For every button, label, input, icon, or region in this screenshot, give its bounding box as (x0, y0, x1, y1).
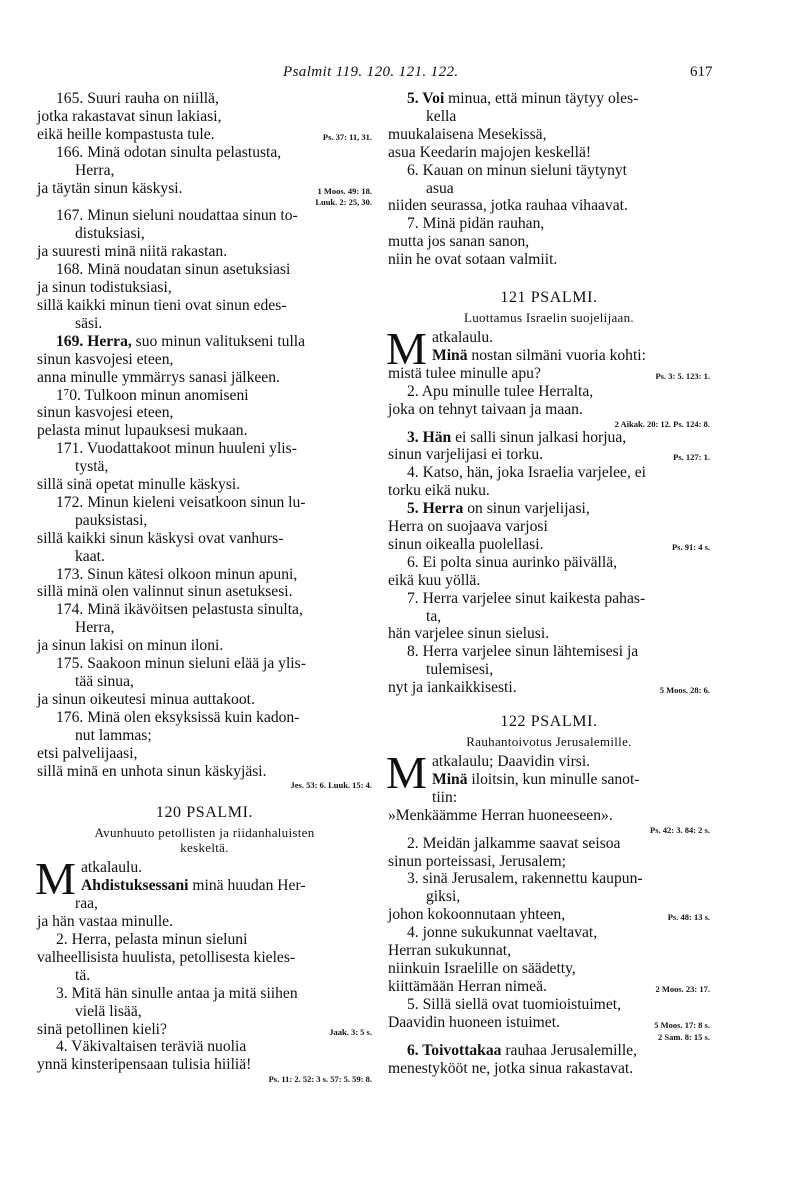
psalm-subtitle-line: Avunhuuto petollisten ja riidanhaluisten (94, 825, 315, 841)
verse-line (388, 482, 710, 500)
verse-bold-word: 3. Hän (407, 428, 452, 446)
verse-text: 2. Apu minulle tulee Herralta, (407, 382, 594, 400)
cross-reference: 1 Moos. 49: 18. (317, 185, 372, 196)
verse-text: Herra, (75, 619, 115, 637)
verse-text: 168. Minä noudatan sinun asetuksiasi (56, 261, 291, 279)
cross-reference: Ps. 42: 3. 84: 2 s. (650, 824, 710, 835)
verse-text: 6. Kauan on minun sieluni täytynyt (407, 161, 628, 179)
verse-text: Herran sukukunnat, (388, 942, 511, 960)
verse-line (37, 333, 372, 351)
dropcap-block (386, 747, 710, 807)
verse-text: distuksiasi, (75, 225, 145, 243)
verse-text: asua Keedarin majojen keskellä! (388, 143, 592, 161)
verse-line (388, 661, 710, 679)
verse-line (37, 144, 372, 162)
verse-text: sillä minä olen valinnut sinun asetuksesi. (37, 583, 293, 601)
verse-line (37, 548, 372, 566)
cross-reference: Ps. 3: 5. 123: 1. (655, 370, 710, 381)
verse-line (388, 446, 710, 464)
verse-line (388, 625, 710, 643)
verse-text: ynnä kinsteripensaan tulisia hiiliä! (37, 1056, 252, 1074)
verse-line (37, 494, 372, 512)
verse-line (37, 1056, 372, 1074)
verse-text: 166. Minä odotan sinulta pelastusta, (56, 143, 282, 161)
verse-line (388, 1060, 710, 1078)
verse-line (388, 518, 710, 536)
verse-text: mistä tulee minulle apu? (388, 364, 541, 382)
psalm-heading: 120 PSALMI. (155, 804, 254, 822)
cross-reference: Ps. 11: 2. 52: 3 s. 57: 5. 59: 8. (268, 1074, 372, 1085)
verse-line (432, 771, 710, 789)
verse-text: Herra, (75, 161, 115, 179)
verse-line (37, 243, 372, 261)
verse-line (388, 108, 710, 126)
verse-text: Herra on suojaava varjosi (388, 518, 548, 536)
verse-text: kiittämään Herran nimeä. (388, 977, 547, 995)
verse-text: atkalaulu. (432, 328, 494, 346)
cross-reference: Ps. 91: 4 s. (671, 541, 710, 552)
verse-line (388, 608, 710, 626)
verse-text: sinä petollinen kieli? (37, 1020, 167, 1038)
verse-text: tää sinua, (75, 673, 134, 690)
psalm-122 (388, 713, 710, 1077)
verse-text: sinun varjelijasi ei torku. (388, 446, 544, 464)
verse-text: kaat. (75, 547, 105, 565)
verse-line (388, 365, 710, 383)
verse-text: 171. Vuodattakoot minun huuleni ylis- (56, 440, 297, 458)
verse-line (37, 745, 372, 763)
verse-line (388, 888, 710, 906)
verse-text: sinun kasvojesi eteen, (37, 404, 174, 422)
verse-line (37, 583, 372, 601)
verse-text: ja sinun lakisi on minun iloni. (37, 637, 224, 655)
verse-text: 1⁷0. Tulkoon minun anomiseni (56, 386, 249, 404)
dropcap-letter: M (386, 747, 427, 798)
verse-bold-word: 169. Herra, (56, 332, 132, 350)
psalm-119-end (37, 90, 372, 790)
verse-text: asua (426, 179, 454, 197)
verse-line (37, 261, 372, 279)
verse-text: hän varjelee sinun sielusi. (388, 625, 550, 643)
verse-line (37, 1003, 372, 1021)
verse-bold-word: Ahdistuksessani (81, 877, 189, 895)
verse-line (388, 643, 710, 661)
verse-line (37, 108, 372, 126)
verse-text: sillä sinä opetat minulle käskysi. (37, 476, 241, 494)
verse-line (388, 1042, 710, 1060)
verse-text: ei salli sinun jalkasi horjua, (451, 428, 627, 446)
verse-text: ja suuresti minä niitä rakastan. (37, 243, 228, 261)
psalm-subtitle: Luottamus Israelin suojelijaan. (464, 309, 634, 325)
cross-reference: Ps. 48: 13 s. (667, 912, 710, 923)
psalm-subtitle: Rauhantoivotus Jerusalemille. (466, 734, 632, 749)
verse-text: suo minun valitukseni tulla (131, 332, 306, 350)
verse-text: 2. Meidän jalkamme saavat seisoa (407, 834, 621, 852)
verse-text: torku eikä nuku. (388, 482, 490, 500)
verse-text: muukalaisena Mesekissä, (388, 125, 547, 143)
verse-text: sinun oikealla puolellasi. (388, 535, 544, 553)
verse-text: sinun porteissasi, Jerusalem; (388, 852, 567, 870)
cross-reference: Luuk. 2: 25, 30. (315, 197, 372, 208)
verse-text: sinun kasvojesi eteen, (37, 350, 174, 368)
cross-reference: Ps. 127: 1. (673, 452, 710, 463)
verse-line (37, 476, 372, 494)
verse-line (37, 1038, 372, 1056)
verse-line (37, 1021, 372, 1039)
verse-text: valheellisista huulista, petollisesta kieles- (37, 948, 296, 966)
verse-line (388, 554, 710, 572)
verse-text: eikä kuu yöllä. (388, 571, 481, 589)
verse-text: 167. Minun sieluni noudattaa sinun to- (56, 207, 298, 225)
verse-bold-word: Minä (432, 770, 468, 788)
verse-text: kella (426, 107, 457, 125)
verse-text: on sinun varjelijasi, (463, 500, 590, 518)
cross-reference: 5 Moos. 28: 6. (659, 685, 710, 696)
verse-text: raa, (75, 895, 98, 913)
verse-line (388, 536, 710, 554)
verse-line (388, 464, 710, 482)
verse-line (37, 126, 372, 144)
verse-line (388, 942, 710, 960)
verse-line (388, 500, 710, 518)
page-number: 617 (690, 64, 713, 80)
psalm-121 (388, 289, 710, 697)
verse-bold-word: Minä (432, 346, 468, 364)
psalm-121-verses (388, 365, 710, 697)
verse-text: minua, että minun täytyy oles- (444, 90, 639, 107)
verse-text: 4. Katso, hän, joka Israelia varjelee, ei (407, 464, 647, 482)
verse-line (432, 329, 710, 347)
verse-text: 6. Ei polta sinua aurinko päivällä, (407, 553, 618, 571)
verse-line (37, 512, 372, 530)
verse-text: sillä minä en unhota sinun käskyjäsi. (37, 762, 267, 780)
verse-text: »Menkäämme Herran huoneeseen». (388, 806, 613, 824)
verse-line (37, 90, 372, 108)
verse-text: pauksistasi, (75, 511, 148, 529)
verse-line (388, 233, 710, 251)
verse-line (388, 251, 710, 269)
verse-line (388, 162, 710, 180)
verse-line (388, 906, 710, 924)
verse-text: niin he ovat sotaan valmiit. (388, 251, 558, 269)
verse-text: 174. Minä ikävöitsen pelastusta sinulta, (56, 601, 303, 619)
verse-text: 7. Minä pidän rauhan, (407, 215, 545, 233)
psalm-heading: 121 PSALMI. (500, 289, 598, 307)
verse-text: jotka rakastavat sinun lakiasi, (37, 107, 222, 125)
verse-line (388, 1014, 710, 1032)
verse-line (388, 90, 710, 108)
verse-text: 7. Herra varjelee sinut kaikesta pahas- (407, 589, 646, 607)
verse-line (388, 870, 710, 888)
verse-line (37, 895, 372, 913)
psalm-subtitle-line: keskeltä. (180, 840, 229, 856)
verse-line (37, 387, 372, 405)
verse-text: ja hän vastaa minulle. (37, 913, 173, 931)
verse-line (37, 440, 372, 458)
running-title: Psalmit 119. 120. 121. 122. (283, 64, 459, 80)
verse-text: 172. Minun kieleni veisatkoon sinun lu- (56, 493, 306, 511)
verse-line (37, 458, 372, 476)
verse-text: nostan silmäni vuoria kohti: (467, 346, 646, 364)
verse-line (37, 180, 372, 198)
verse-text: mutta jos sanan sanon, (388, 233, 530, 251)
verse-line (388, 996, 710, 1014)
verse-line (388, 197, 710, 215)
verse-text: Daavidin huoneen istuimet. (388, 1013, 560, 1031)
psalm-120-verses (37, 895, 372, 1084)
verse-line (37, 530, 372, 548)
verse-line (388, 924, 710, 942)
verse-line (432, 789, 710, 807)
verse-line (37, 207, 372, 225)
verse-text: tystä, (75, 458, 109, 476)
verse-line (37, 315, 372, 333)
verse-line (432, 347, 710, 365)
cross-reference: 2 Sam. 8: 15 s. (658, 1031, 710, 1042)
verse-text: ja sinun todistuksiasi, (37, 279, 172, 297)
verse-text: niiden seurassa, jotka rauhaa vihaavat. (388, 197, 628, 215)
verse-text: vielä lisää, (75, 1002, 142, 1020)
verse-text: joka on tehnyt taivaan ja maan. (388, 400, 583, 418)
cross-reference: 5 Moos. 17: 8 s. (654, 1019, 710, 1030)
verse-text: 173. Sinun kätesi olkoon minun apuni, (56, 565, 298, 583)
verse-text: säsi. (75, 314, 103, 332)
verse-text: sillä kaikki sinun käskysi ovat vanhurs- (37, 529, 284, 547)
verse-line (388, 679, 710, 697)
cross-reference: 2 Moos. 23: 17. (655, 983, 710, 994)
verse-line (37, 913, 372, 931)
verse-line (388, 401, 710, 419)
psalm-120-continued (388, 90, 710, 269)
verse-line (81, 859, 372, 877)
verse-text: 5. Sillä siellä ovat tuomioistuimet, (407, 995, 621, 1013)
verse-bold-word: 5. Voi (407, 90, 445, 107)
verse-text: ta, (426, 607, 442, 625)
verse-line (388, 126, 710, 144)
verse-text: tulemisesi, (426, 661, 494, 679)
verse-line (388, 835, 710, 853)
verse-line (81, 877, 372, 895)
verse-text: johon kokoonnutaan yhteen, (388, 906, 566, 924)
verse-line (37, 967, 372, 985)
verse-text: nut lammas; (75, 726, 152, 744)
verse-text: pelasta minut lupauksesi mukaan. (37, 422, 248, 440)
verse-line (388, 383, 710, 401)
verse-text: etsi palvelijaasi, (37, 744, 138, 762)
verse-line (37, 727, 372, 745)
verse-line (388, 215, 710, 233)
verse-line (388, 590, 710, 608)
verse-line (37, 673, 372, 691)
verse-line (37, 763, 372, 781)
verse-text: ja täytän sinun käskysi. (37, 179, 183, 197)
verse-text: 3. Mitä hän sinulle antaa ja mitä siihen (56, 984, 298, 1002)
verse-text: iloitsin, kun minulle sanot- (467, 770, 640, 788)
verse-line (37, 297, 372, 315)
cross-reference: 2 Aikak. 20: 12. Ps. 124: 8. (614, 418, 710, 429)
verse-text: 4. Väkivaltaisen teräviä nuolia (56, 1038, 247, 1056)
verse-line (37, 162, 372, 180)
verse-line (388, 807, 710, 825)
verse-line (388, 180, 710, 198)
verse-text: atkalaulu; Daavidin virsi. (432, 753, 591, 770)
verse-text: anna minulle ymmärrys sanasi jälkeen. (37, 368, 280, 386)
verse-text: atkalaulu. (81, 859, 143, 877)
verse-bold-word: 6. Toivottakaa (407, 1041, 502, 1059)
verse-line (37, 351, 372, 369)
verse-text: sillä kaikki minun tieni ovat sinun edes- (37, 296, 287, 314)
verse-line (388, 853, 710, 871)
verse-text: giksi, (426, 888, 461, 906)
verse-text: niinkuin Israelille on säädetty, (388, 959, 576, 977)
verse-line (37, 225, 372, 243)
verse-line (37, 279, 372, 297)
verse-line (37, 655, 372, 673)
verse-line (37, 404, 372, 422)
dropcap-letter: M (386, 322, 427, 374)
left-column (37, 90, 372, 1084)
verse-line (37, 691, 372, 709)
page-header (0, 64, 792, 84)
verse-text: minä huudan Her- (188, 877, 306, 895)
verse-line (37, 619, 372, 637)
verse-line (388, 144, 710, 162)
verse-line (37, 566, 372, 584)
psalm-subtitle (37, 825, 372, 855)
verse-line (37, 931, 372, 949)
right-column (388, 90, 710, 1077)
verse-line (37, 369, 372, 387)
verse-text: tiin: (432, 788, 458, 806)
cross-reference: Jes. 53: 6. Luuk. 15: 4. (290, 780, 372, 791)
verse-line (388, 960, 710, 978)
cross-reference: Ps. 37: 11, 31. (322, 131, 372, 142)
verse-text: 2. Herra, pelasta minun sieluni (56, 930, 248, 948)
verse-line (388, 429, 710, 447)
verse-text: tä. (75, 966, 91, 984)
verse-text: 8. Herra varjelee sinun lähtemisesi ja (407, 643, 639, 661)
verse-text: ja sinun oikeutesi minua auttakoot. (37, 690, 255, 708)
verse-text: 3. sinä Jerusalem, rakennettu kaupun- (407, 870, 643, 888)
verse-line (388, 572, 710, 590)
verse-text: 4. jonne sukukunnat vaeltavat, (407, 924, 598, 942)
verse-line (37, 985, 372, 1003)
psalm-120 (37, 804, 372, 1084)
psalm-122-verses (388, 807, 710, 1078)
dropcap-letter: M (35, 853, 76, 905)
verse-text: rauhaa Jerusalemille, (501, 1041, 637, 1059)
verse-line (37, 709, 372, 727)
verse-text: 165. Suuri rauha on niillä, (56, 90, 219, 107)
verse-line (37, 637, 372, 655)
verse-line (432, 753, 710, 771)
verse-line (37, 601, 372, 619)
verse-text: eikä heille kompastusta tule. (37, 125, 215, 143)
verse-line (37, 422, 372, 440)
verse-text: 175. Saakoon minun sieluni elää ja ylis- (56, 655, 306, 673)
verse-line (37, 949, 372, 967)
verse-bold-word: 5. Herra (407, 500, 464, 518)
verse-line (388, 978, 710, 996)
verse-text: menestykööt ne, jotka sinua rakastavat. (388, 1059, 634, 1077)
cross-reference: Jaak. 3: 5 s. (329, 1026, 372, 1037)
psalm-heading: 122 PSALMI. (500, 713, 598, 731)
verse-text: 176. Minä olen eksyksissä kuin kadon- (56, 708, 300, 726)
verse-text: nyt ja iankaikkisesti. (388, 679, 517, 697)
